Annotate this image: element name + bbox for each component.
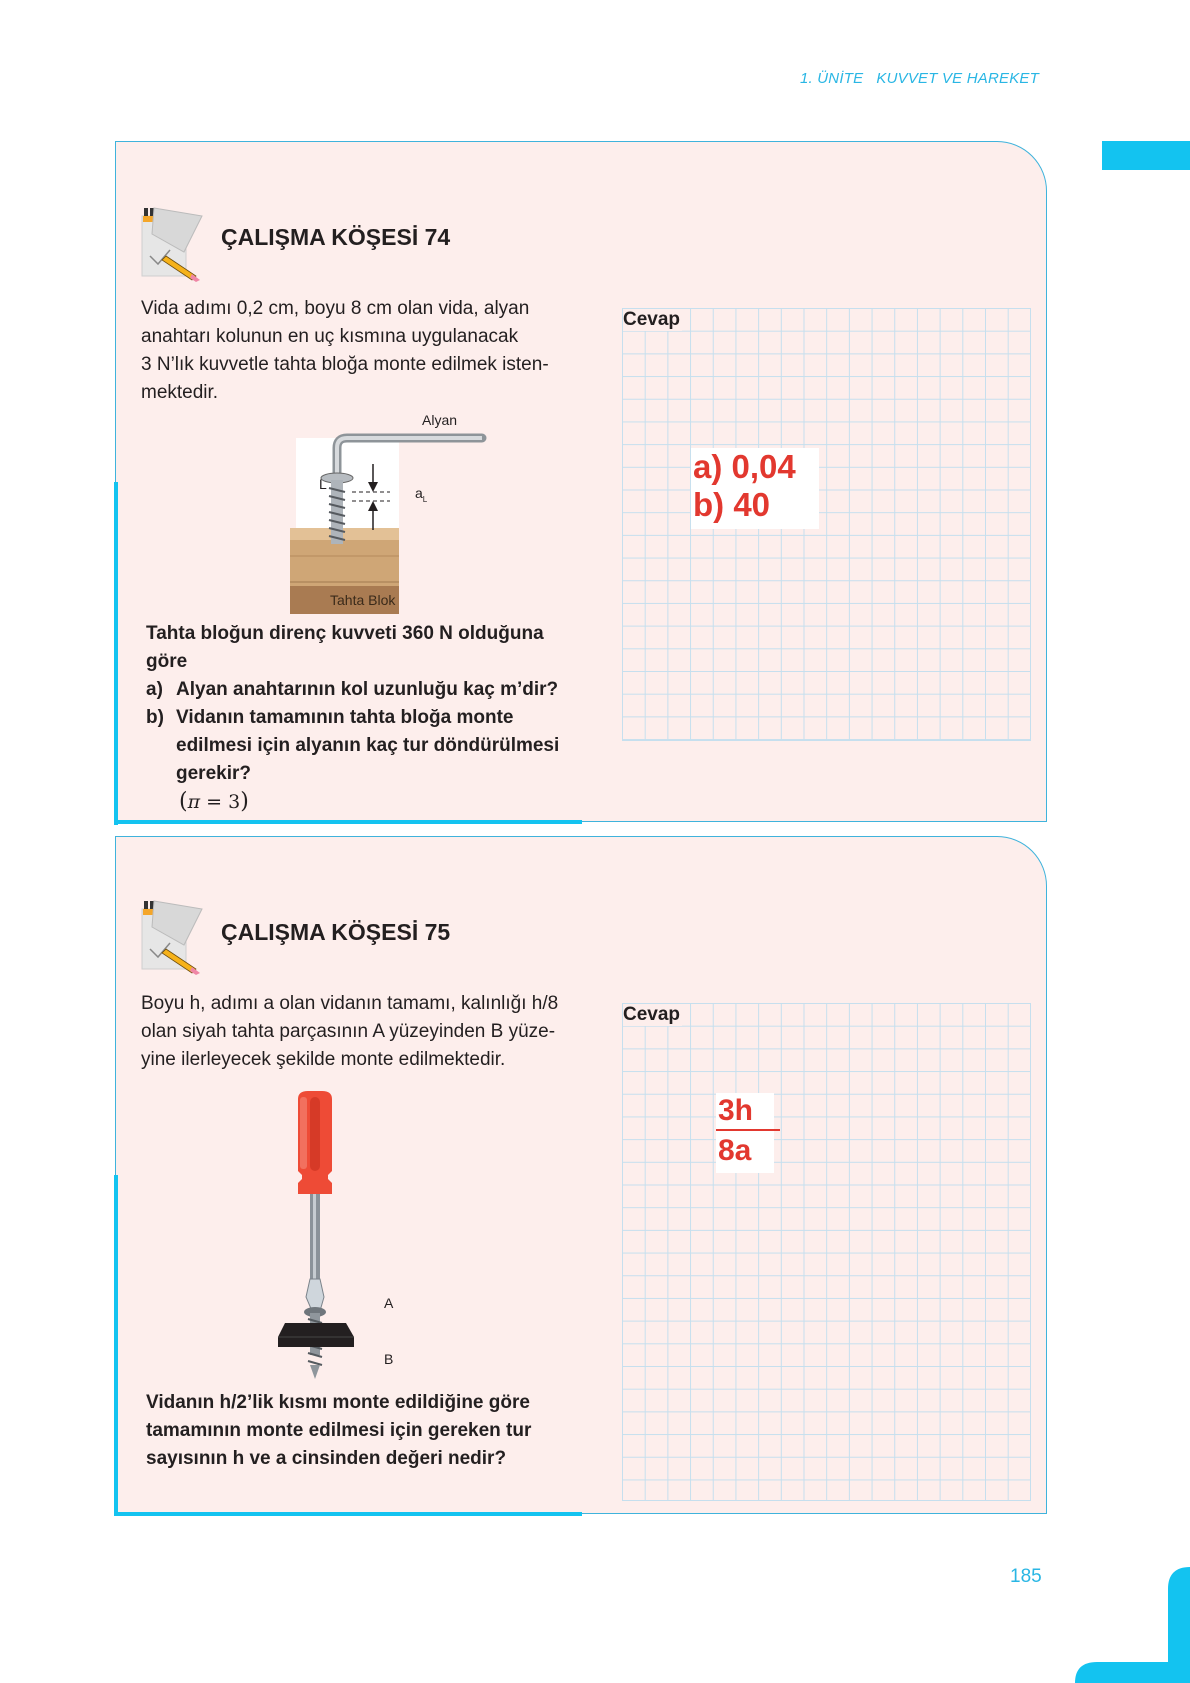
- running-header: [800, 70, 1050, 87]
- intro-line: Boyu h, adımı a olan vidanın tamamı, kalınlığı h/8: [141, 993, 559, 1014]
- topic-label: KUVVET VE HAREKET: [876, 70, 1039, 87]
- page-corner-decoration: [1075, 1567, 1190, 1683]
- figure-label-wood-block: Tahta Blok: [330, 592, 396, 608]
- chapter-tab-marker: [1102, 141, 1190, 170]
- fraction-numerator: 3h: [716, 1093, 780, 1131]
- intro-line: olan siyah tahta parçasının A yüzeyinden B yüze-: [141, 1021, 556, 1042]
- question-block: [146, 1389, 596, 1473]
- intro-line: 3 N’lık kuvvetle tahta bloğa monte edilmek isten-: [141, 354, 549, 375]
- unit-label: 1. ÜNİTE: [800, 70, 864, 87]
- fraction-denominator: 8a: [718, 1134, 752, 1167]
- notepad-pencil-icon: [140, 897, 208, 975]
- page-number: 185: [1010, 1566, 1042, 1587]
- problem-intro: [141, 990, 591, 1074]
- answer-grid: [622, 1003, 1031, 1501]
- question-line: tamamının monte edilmesi için gereken tur: [146, 1420, 532, 1441]
- question-line: sayısının h ve a cinsinden değeri nedir?: [146, 1448, 507, 1469]
- figure-label-B: B: [384, 1351, 394, 1367]
- answer-values: [691, 448, 819, 529]
- panel-title: ÇALIŞMA KÖŞESİ 74: [221, 224, 451, 250]
- answer-grid: [622, 308, 1031, 741]
- question-lead-line: Tahta bloğun direnç kuvveti 360 N olduğuna: [146, 623, 544, 644]
- allen-key-screw-figure: [286, 406, 506, 616]
- question-block: [146, 620, 596, 816]
- question-line: Vidanın h/2’lik kısmı monte edildiğine göre: [146, 1392, 530, 1413]
- intro-line: anahtarı kolunun en uç kısmına uygulanacak: [141, 326, 519, 347]
- question-b: b) Vidanın tamamının tahta bloğa monte edilmesi için alyanın kaç tur döndürülmesi gerekir?: [146, 707, 560, 784]
- question-a: a) Alyan anahtarının kol uzunluğu kaç m’dir?: [146, 679, 559, 700]
- accent-bar-left: [114, 1175, 118, 1515]
- figure-label-alyan: Alyan: [422, 412, 458, 428]
- answer-fraction: [716, 1093, 774, 1173]
- problem-intro: [141, 295, 591, 407]
- question-lead-line: göre: [146, 651, 188, 672]
- accent-bar-bottom: [114, 820, 582, 824]
- screwdriver-figure: [276, 1089, 396, 1379]
- study-corner-74: [115, 141, 1047, 822]
- intro-line: yine ilerleyecek şekilde monte edilmektedir.: [141, 1049, 506, 1070]
- answer-a: a) 0,04: [693, 448, 796, 485]
- answer-label: Cevap: [623, 309, 681, 330]
- study-corner-75: [115, 836, 1047, 1514]
- figure-label-pitch: $a_L$: [415, 485, 428, 504]
- accent-bar-bottom: [114, 1512, 582, 1516]
- figure-label-A: A: [384, 1295, 394, 1311]
- pi-note: (π = 3): [179, 789, 249, 814]
- panel-title: ÇALIŞMA KÖŞESİ 75: [221, 919, 451, 945]
- figure-label-L: L: [319, 476, 327, 492]
- intro-line: Vida adımı 0,2 cm, boyu 8 cm olan vida, alyan: [141, 298, 530, 319]
- intro-line: mektedir.: [141, 382, 219, 403]
- accent-bar-left: [114, 482, 118, 825]
- answer-b: b) 40: [693, 486, 771, 523]
- answer-label: Cevap: [623, 1004, 681, 1025]
- notepad-pencil-icon: [140, 204, 208, 282]
